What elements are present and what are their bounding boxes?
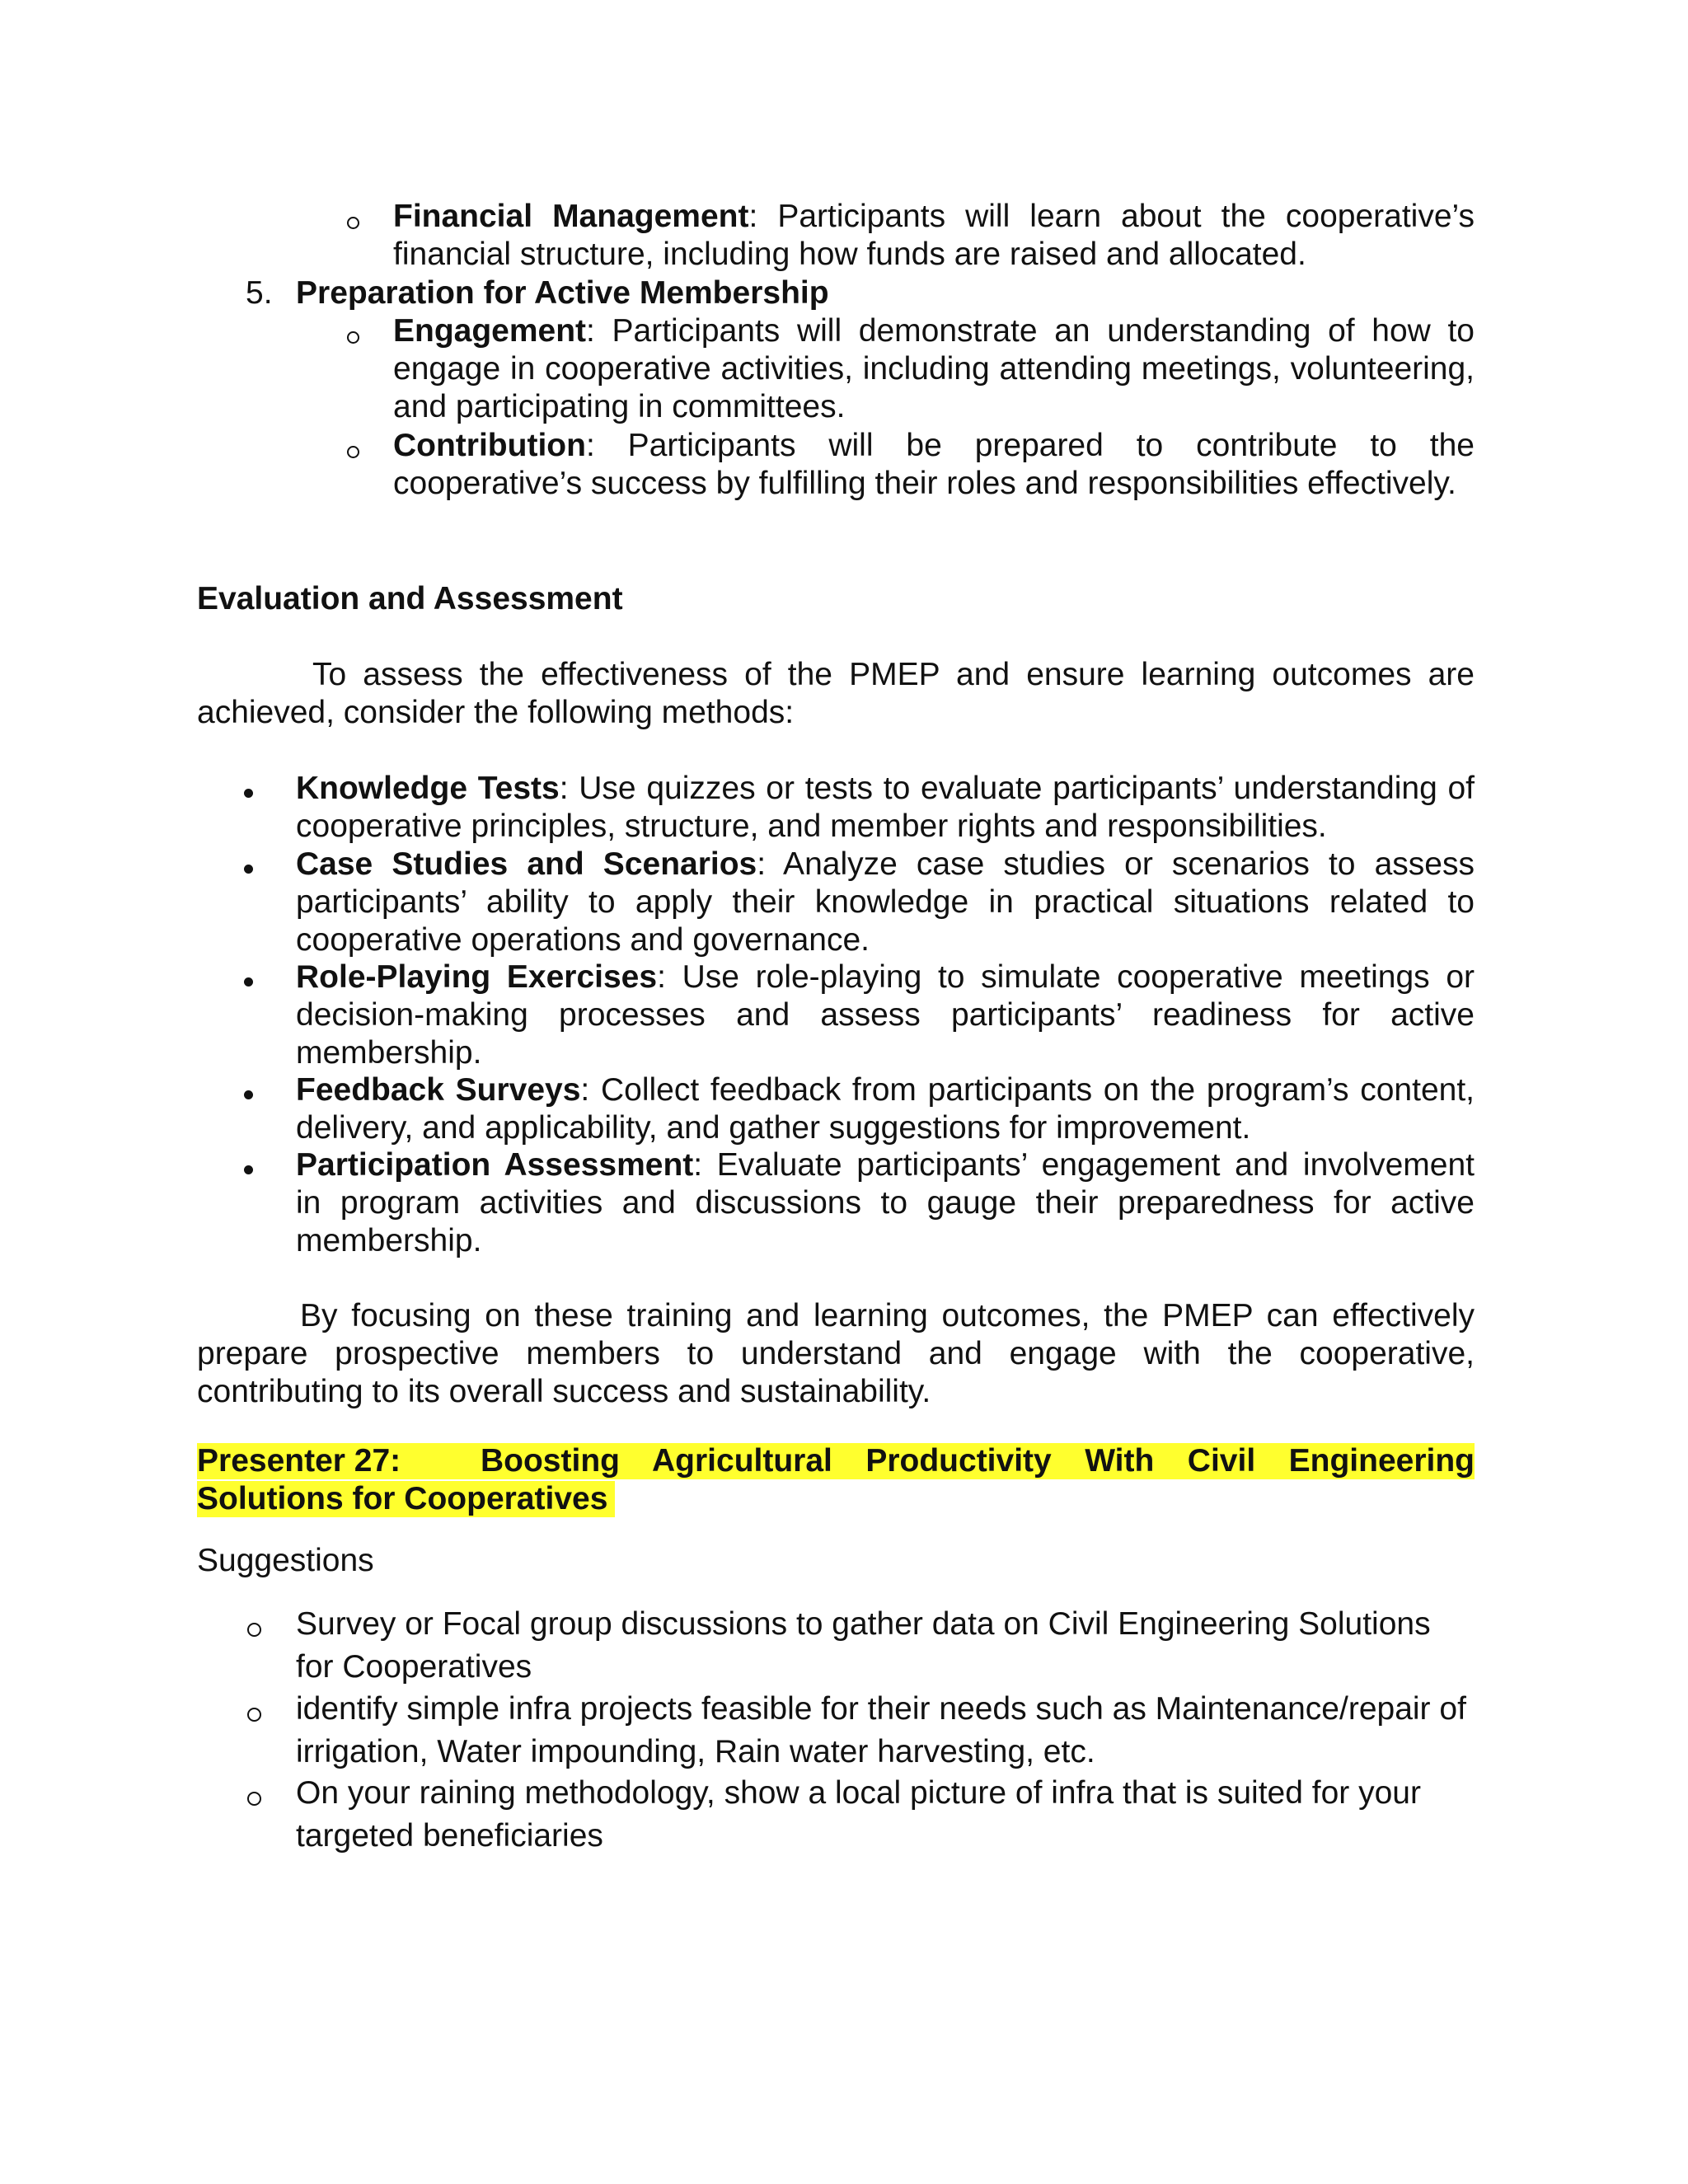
method-item (296, 958, 1475, 1072)
circle-bullet-icon (347, 331, 359, 344)
circle-bullet-icon (247, 1623, 261, 1637)
method-text: : Use role-playing to simulate cooperative meetings or decision-making processes and assess participants’ readiness for active membership. (296, 959, 1475, 1071)
outcome-financial-text: : Participants will learn about the cooperative’s financial structure, including how funds are raised and allocated. (393, 199, 1475, 272)
circle-bullet-icon (347, 217, 359, 229)
suggestion-item: identify simple infra projects feasible for their needs such as Maintenance/repair of irrigation, Water impounding, Rain water harvesting, etc. (296, 1691, 1466, 1769)
method-text: : Use quizzes or tests to evaluate participants’ understanding of cooperative principles, structure, and member rights and responsibilities. (296, 771, 1475, 844)
method-text: : Evaluate participants’ engagement and involvement in program activities and discussions to gauge their preparedness for active membership. (296, 1147, 1475, 1258)
bullet-icon (244, 865, 253, 874)
circle-bullet-icon (247, 1792, 261, 1806)
outcome-engagement (393, 312, 1475, 426)
method-item (296, 770, 1475, 846)
outcome-financial-term: Financial Management (393, 199, 749, 234)
evaluation-closing: By focusing on these training and learning outcomes, the PMEP can effectively prepare prospective members to understand and engage with the cooperative, contributing to its overall success and sustainability. (197, 1298, 1475, 1409)
suggestions-heading: Suggestions (197, 1543, 374, 1578)
suggestion-item: On your raining methodology, show a local picture of infra that is suited for your targeted beneficiaries (296, 1775, 1421, 1854)
method-term: Participation Assessment (296, 1147, 694, 1183)
method-text: : Analyze case studies or scenarios to assess participants’ ability to apply their knowledge in practical situations related to cooperative operations and governance. (296, 846, 1475, 958)
method-item (296, 1071, 1475, 1147)
presenter-title-line2: Solutions for Cooperatives (197, 1481, 608, 1516)
circle-bullet-icon (347, 446, 359, 458)
method-item (296, 1146, 1475, 1260)
outcome-engagement-text: : Participants will demonstrate an understanding of how to engage in cooperative activities, including attending meetings, volunteering, and participating in committees. (393, 313, 1475, 424)
method-term: Case Studies and Scenarios (296, 846, 757, 882)
evaluation-heading: Evaluation and Assessment (197, 581, 623, 616)
section-5-title: Preparation for Active Membership (296, 275, 829, 311)
outcome-contribution-text: : Participants will be prepared to contribute to the cooperative’s success by fulfilling their roles and responsibilities effectively. (393, 428, 1475, 501)
presenter-label: Presenter 27: (197, 1443, 401, 1479)
bullet-icon (244, 1090, 253, 1099)
bullet-icon (244, 789, 253, 798)
circle-bullet-icon (247, 1708, 261, 1722)
suggestion-item: Survey or Focal group discussions to gather data on Civil Engineering Solutions for Cooperatives (296, 1606, 1431, 1685)
outcome-engagement-term: Engagement (393, 313, 587, 349)
outcome-contribution-term: Contribution (393, 428, 586, 463)
method-term: Role-Playing Exercises (296, 959, 658, 995)
method-term: Knowledge Tests (296, 771, 560, 806)
bullet-icon (244, 977, 253, 987)
outcome-contribution (393, 427, 1475, 503)
outcome-financial (393, 198, 1475, 274)
section-5-number: 5. (246, 275, 273, 311)
presenter-title: Boosting Agricultural Productivity With Civil Engineering (481, 1443, 1475, 1479)
method-item (296, 846, 1475, 959)
bullet-icon (244, 1165, 253, 1174)
method-term: Feedback Surveys (296, 1072, 581, 1108)
evaluation-intro: To assess the effectiveness of the PMEP and ensure learning outcomes are achieved, consider the following methods: (197, 657, 1475, 730)
method-text: : Collect feedback from participants on the program’s content, delivery, and applicability, and gather suggestions for improvement. (296, 1072, 1475, 1146)
